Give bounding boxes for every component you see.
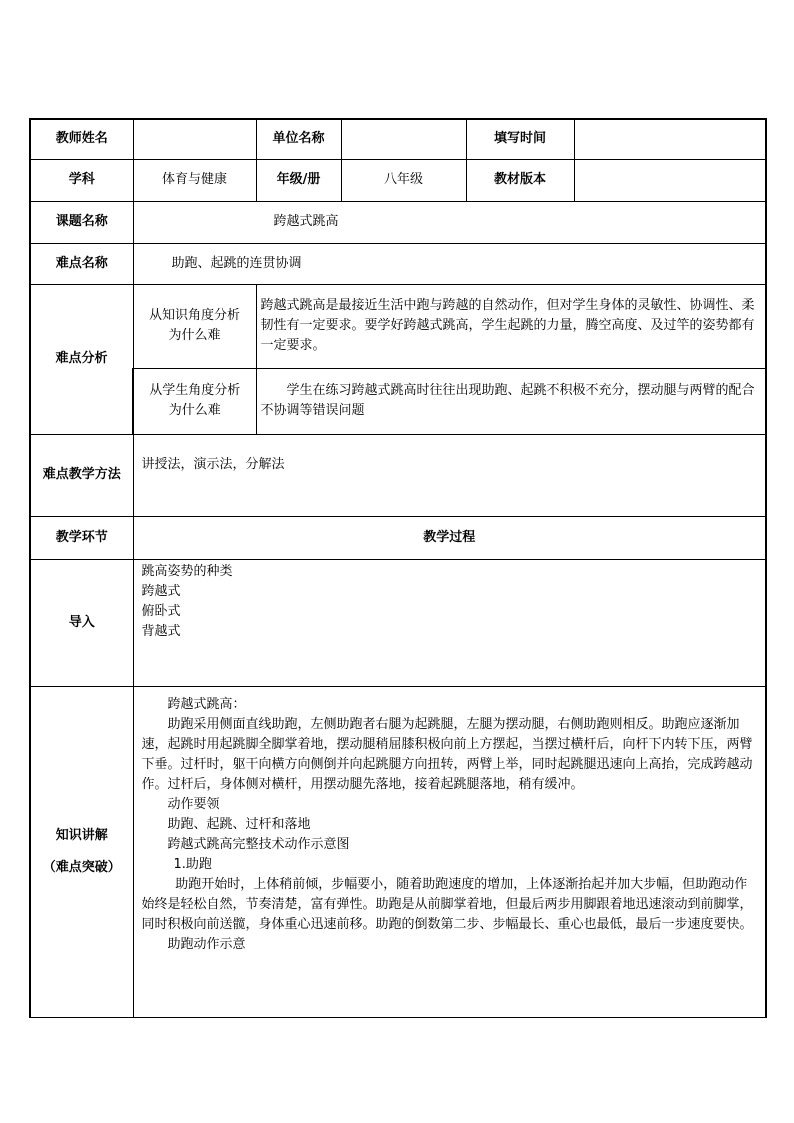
stage-header-label: 教学环节 <box>30 516 133 559</box>
intro-line: 俯卧式 <box>141 603 181 619</box>
student-angle-label: 从学生角度分析为什么难 <box>133 368 256 434</box>
topic-value: 跨越式跳高 <box>133 201 766 243</box>
analysis-knowledge-row <box>30 284 766 368</box>
method-row <box>30 434 766 516</box>
knowledge-label-line1: 知识讲解 <box>55 827 108 843</box>
intro-content <box>133 559 766 686</box>
teacher-name-value <box>133 119 256 159</box>
knowledge-line: 1.助跑 <box>173 856 212 872</box>
knowledge-line: 助跑动作示意 <box>167 936 246 952</box>
intro-line: 背越式 <box>141 623 181 639</box>
intro-row <box>30 559 766 686</box>
fill-time-label: 填写时间 <box>466 119 574 159</box>
knowledge-line: 助跑、起跳、过杆和落地 <box>167 816 311 832</box>
difficulty-row <box>30 243 766 284</box>
knowledge-row <box>30 686 766 1017</box>
knowledge-content <box>133 686 766 1017</box>
topic-row <box>30 201 766 243</box>
method-value: 讲授法，演示法，分解法 <box>133 434 766 516</box>
unit-name-label: 单位名称 <box>256 119 341 159</box>
student-angle-text: 学生在练习跨越式跳高时往往出现助跑、起跳不积极不充分，摆动腿与两臂的配合不协调等错误问题 <box>260 383 755 418</box>
analysis-student-row <box>30 368 766 434</box>
intro-label: 导入 <box>30 559 133 686</box>
analysis-label: 难点分析 <box>30 284 133 434</box>
lesson-plan-table <box>29 118 767 1018</box>
textbook-label: 教材版本 <box>466 159 574 201</box>
process-header-label: 教学过程 <box>133 516 766 559</box>
difficulty-value: 助跑、起跳的连贯协调 <box>133 243 766 284</box>
grade-label: 年级/册 <box>256 159 341 201</box>
subject-label: 学科 <box>30 159 133 201</box>
fill-time-value <box>574 119 766 159</box>
textbook-value <box>574 159 766 201</box>
knowledge-angle-label: 从知识角度分析为什么难 <box>133 284 256 368</box>
topic-label: 课题名称 <box>30 201 133 243</box>
knowledge-para: 助跑开始时，上体稍前倾，步幅要小，随着助跑速度的增加，上体逐渐抬起并加大步幅，但助跑动作始终是轻松自然，节奏清楚，富有弹性。助跑是从前脚掌着地，但最后两步用脚跟着地迅速滚动到前脚掌，同时积极向前送髋，身体重心迅速前移。助跑的倒数第二步、步幅最长、重心也最低，最后一步速度要快。 <box>141 876 753 932</box>
subject-row <box>30 159 766 201</box>
header-row <box>30 119 766 159</box>
knowledge-angle-text: 跨越式跳高是最接近生活中跑与跨越的自然动作，但对学生身体的灵敏性、协调性、柔韧性有一定要求。要学好跨越式跳高，学生起跳的力量，腾空高度、及过竿的姿势都有一定要求。 <box>256 284 766 368</box>
grade-value: 八年级 <box>341 159 466 201</box>
knowledge-para: 助跑采用侧面直线助跑，左侧助跑者右腿为起跳腿，左腿为摆动腿，右侧助跑则相反。助跑应逐渐加速，起跳时用起跳脚全脚掌着地，摆动腿稍屈膝积极向前上方摆起，当摆过横杆后，向杆下内转下压，两臂下垂。过杆时，躯干向横方向侧倒并向起跳腿方向扭转，两臂上举，同时起跳腿迅速向上高抬，完成跨越动作。过杆后，身体侧对横杆，用摆动腿先落地，接着起跳腿落地，稍有缓冲。 <box>141 716 753 792</box>
unit-name-value <box>341 119 466 159</box>
knowledge-label <box>30 686 133 1017</box>
process-header-row <box>30 516 766 559</box>
intro-line: 跳高姿势的种类 <box>141 563 233 579</box>
method-label: 难点教学方法 <box>30 434 133 516</box>
knowledge-line: 跨越式跳高完整技术动作示意图 <box>167 836 350 852</box>
subject-value: 体育与健康 <box>133 159 256 201</box>
knowledge-title: 跨越式跳高： <box>167 696 246 712</box>
difficulty-label: 难点名称 <box>30 243 133 284</box>
knowledge-label-line2: （难点突破） <box>42 859 121 875</box>
teacher-name-label: 教师姓名 <box>30 119 133 159</box>
knowledge-line: 动作要领 <box>167 796 220 812</box>
intro-line: 跨越式 <box>141 583 181 599</box>
